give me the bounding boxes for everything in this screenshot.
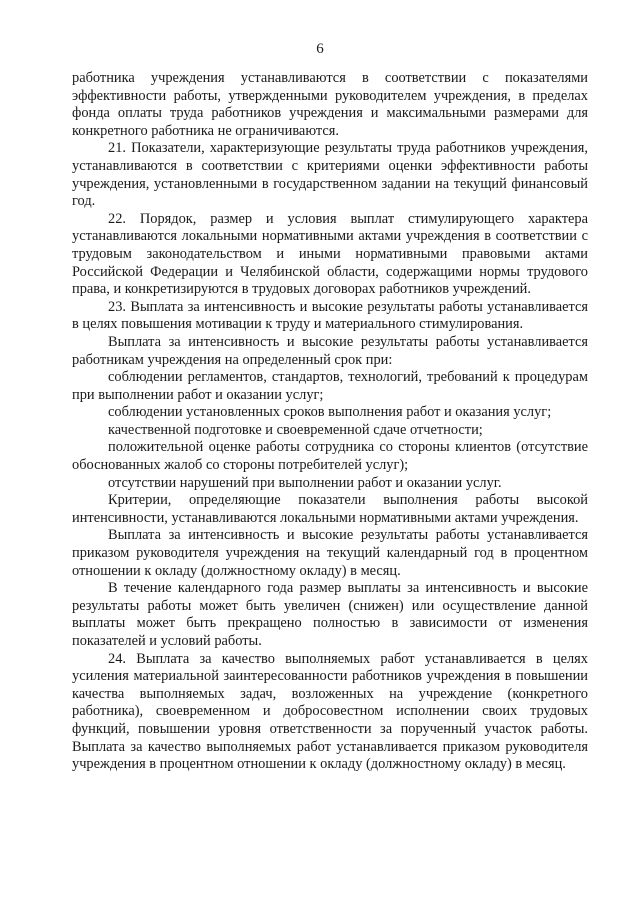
list-item-client-feedback: положительной оценке работы сотрудника со стороны клиентов (отсутствие обоснованных жалоб со стороны потребителей услуг);	[72, 439, 588, 474]
paragraph-criteria: Критерии, определяющие показатели выполнения работы высокой интенсивности, устанавливаются локальными нормативными актами учреждения.	[72, 492, 588, 526]
list-item-deadlines: соблюдении установленных сроков выполнения работ и оказания услуг;	[108, 404, 552, 421]
list-item-regulations: соблюдении регламентов, стандартов, технологий, требований к процедурам при выполнении работ и оказании услуг;	[72, 369, 588, 403]
paragraph-24: 24. Выплата за качество выполняемых работ устанавливается в целях усиления материальной заинтересованности работников учреждения в повышении качества выполняемых задач, возложенных на учреждение (конкретного работника), своевременном и добросовестном исполнении своих трудовых функций, повышении уровня ответственности за порученный участок работы. Выплата за качество выполняемых работ устанавливается приказом руководителя учреждения в процентном отношении к окладу (должностному окладу) в месяц.	[72, 650, 588, 773]
page-number: 6	[316, 41, 324, 57]
paragraph-intensity-conditions: Выплата за интенсивность и высокие результаты работы устанавливается работникам учреждения на определенный срок при:	[72, 333, 588, 368]
paragraph-intensity-change: В течение календарного года размер выплаты за интенсивность и высокие результаты работы может быть увеличен (снижен) или осуществление данной выплаты может быть прекращено полностью в зависимости от изменения показателей и условий работы.	[72, 580, 588, 649]
paragraph-21: 21. Показатели, характеризующие результаты труда работников учреждения, устанавливаются в соответствии с критериями оценки эффективности работы учреждения, установленными в государственном задании на текущий финансовый год.	[72, 140, 588, 210]
document-body	[72, 70, 588, 774]
paragraph-22: 22. Порядок, размер и условия выплат стимулирующего характера устанавливаются локальными нормативными актами учреждения в соответствии с трудовым законодательством и иными нормативными правовыми актами Российской Федерации и Челябинской области, содержащими нормы трудового права, и конкретизируются в трудовых договорах работников учреждений.	[72, 210, 588, 298]
list-item-no-violations: отсутствии нарушений при выполнении работ и оказании услуг.	[108, 474, 502, 491]
paragraph-intensity-order: Выплата за интенсивность и высокие результаты работы устанавливается приказом руководителя учреждения на текущий календарный год в процентном отношении к окладу (должностному окладу) в месяц.	[72, 527, 588, 579]
list-item-reporting: качественной подготовке и своевременной сдаче отчетности;	[108, 421, 483, 438]
paragraph-continuation: работника учреждения устанавливаются в соответствии с показателями эффективности работы, утвержденными руководителем учреждения, в пределах фонда оплаты труда работников учреждения и максимальными размерами для конкретного работника не ограничиваются.	[72, 70, 588, 139]
paragraph-23: 23. Выплата за интенсивность и высокие результаты работы устанавливается в целях повышения мотивации к труду и материального стимулирования.	[72, 298, 588, 333]
